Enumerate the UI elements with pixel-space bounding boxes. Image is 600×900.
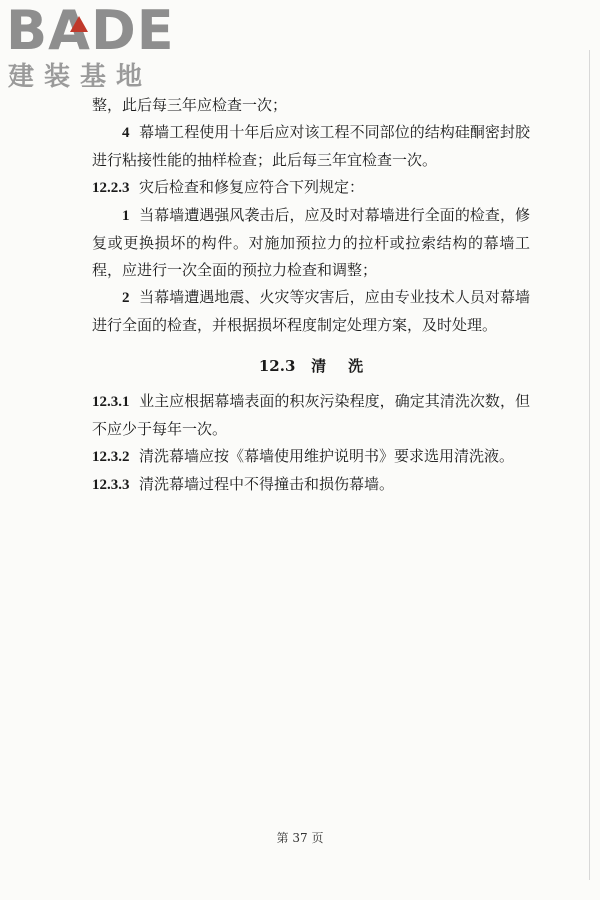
item-number: 4 — [122, 125, 130, 141]
clause-12-3-2 — [92, 443, 530, 471]
paragraph-item-2 — [92, 284, 530, 339]
section-title-char-a: 清 — [311, 357, 327, 375]
clause-text: 灾后检查和修复应符合下列规定： — [139, 178, 365, 196]
item-text: 当幕墙遭遇强风袭击后，应及时对幕墙进行全面的检查，修复或更换损坏的构件。对施加预拉力的拉杆或拉索结构的幕墙工程，应进行一次全面的预拉力检查和调整； — [92, 206, 530, 279]
item-number: 1 — [122, 208, 130, 224]
clause-number: 12.3.2 — [92, 449, 130, 465]
clause-text: 清洗幕墙过程中不得撞击和损伤幕墙。 — [139, 475, 395, 493]
clause-number: 12.3.1 — [92, 394, 130, 410]
page-edge-line — [589, 50, 590, 880]
paragraph-item-1 — [92, 202, 530, 284]
watermark-logo — [6, 0, 178, 94]
clause-text: 业主应根据幕墙表面的积灰污染程度，确定其清洗次数，但不应少于每年一次。 — [92, 392, 530, 438]
item-text: 幕墙工程使用十年后应对该工程不同部位的结构硅酮密封胶进行粘接性能的抽样检查；此后每三年宜检查一次。 — [92, 123, 530, 169]
clause-number: 12.3.3 — [92, 477, 130, 493]
clause-12-3-1 — [92, 388, 530, 443]
document-body — [92, 92, 530, 499]
item-text: 当幕墙遭遇地震、火灾等灾害后，应由专业技术人员对幕墙进行全面的检查，并根据损坏程度制定处理方案，及时处理。 — [92, 288, 530, 334]
section-heading — [92, 353, 530, 380]
page-number: 第 37 页 — [276, 831, 324, 845]
logo-accent-triangle — [70, 16, 88, 32]
clause-12-3-3 — [92, 471, 530, 499]
section-title-char-b: 洗 — [348, 357, 364, 375]
section-number: 12.3 — [258, 357, 296, 375]
clause-12-2-3 — [92, 174, 530, 202]
item-number: 2 — [122, 290, 130, 306]
logo-word: BADE — [6, 0, 175, 62]
clause-number: 12.2.3 — [92, 180, 130, 196]
clause-text: 清洗幕墙应按《幕墙使用维护说明书》要求选用清洗液。 — [139, 447, 515, 465]
paragraph-continuation: 整，此后每三年应检查一次； — [92, 96, 288, 114]
logo-subtitle: 建装基地 — [8, 62, 153, 92]
paragraph-item-4 — [92, 119, 530, 174]
